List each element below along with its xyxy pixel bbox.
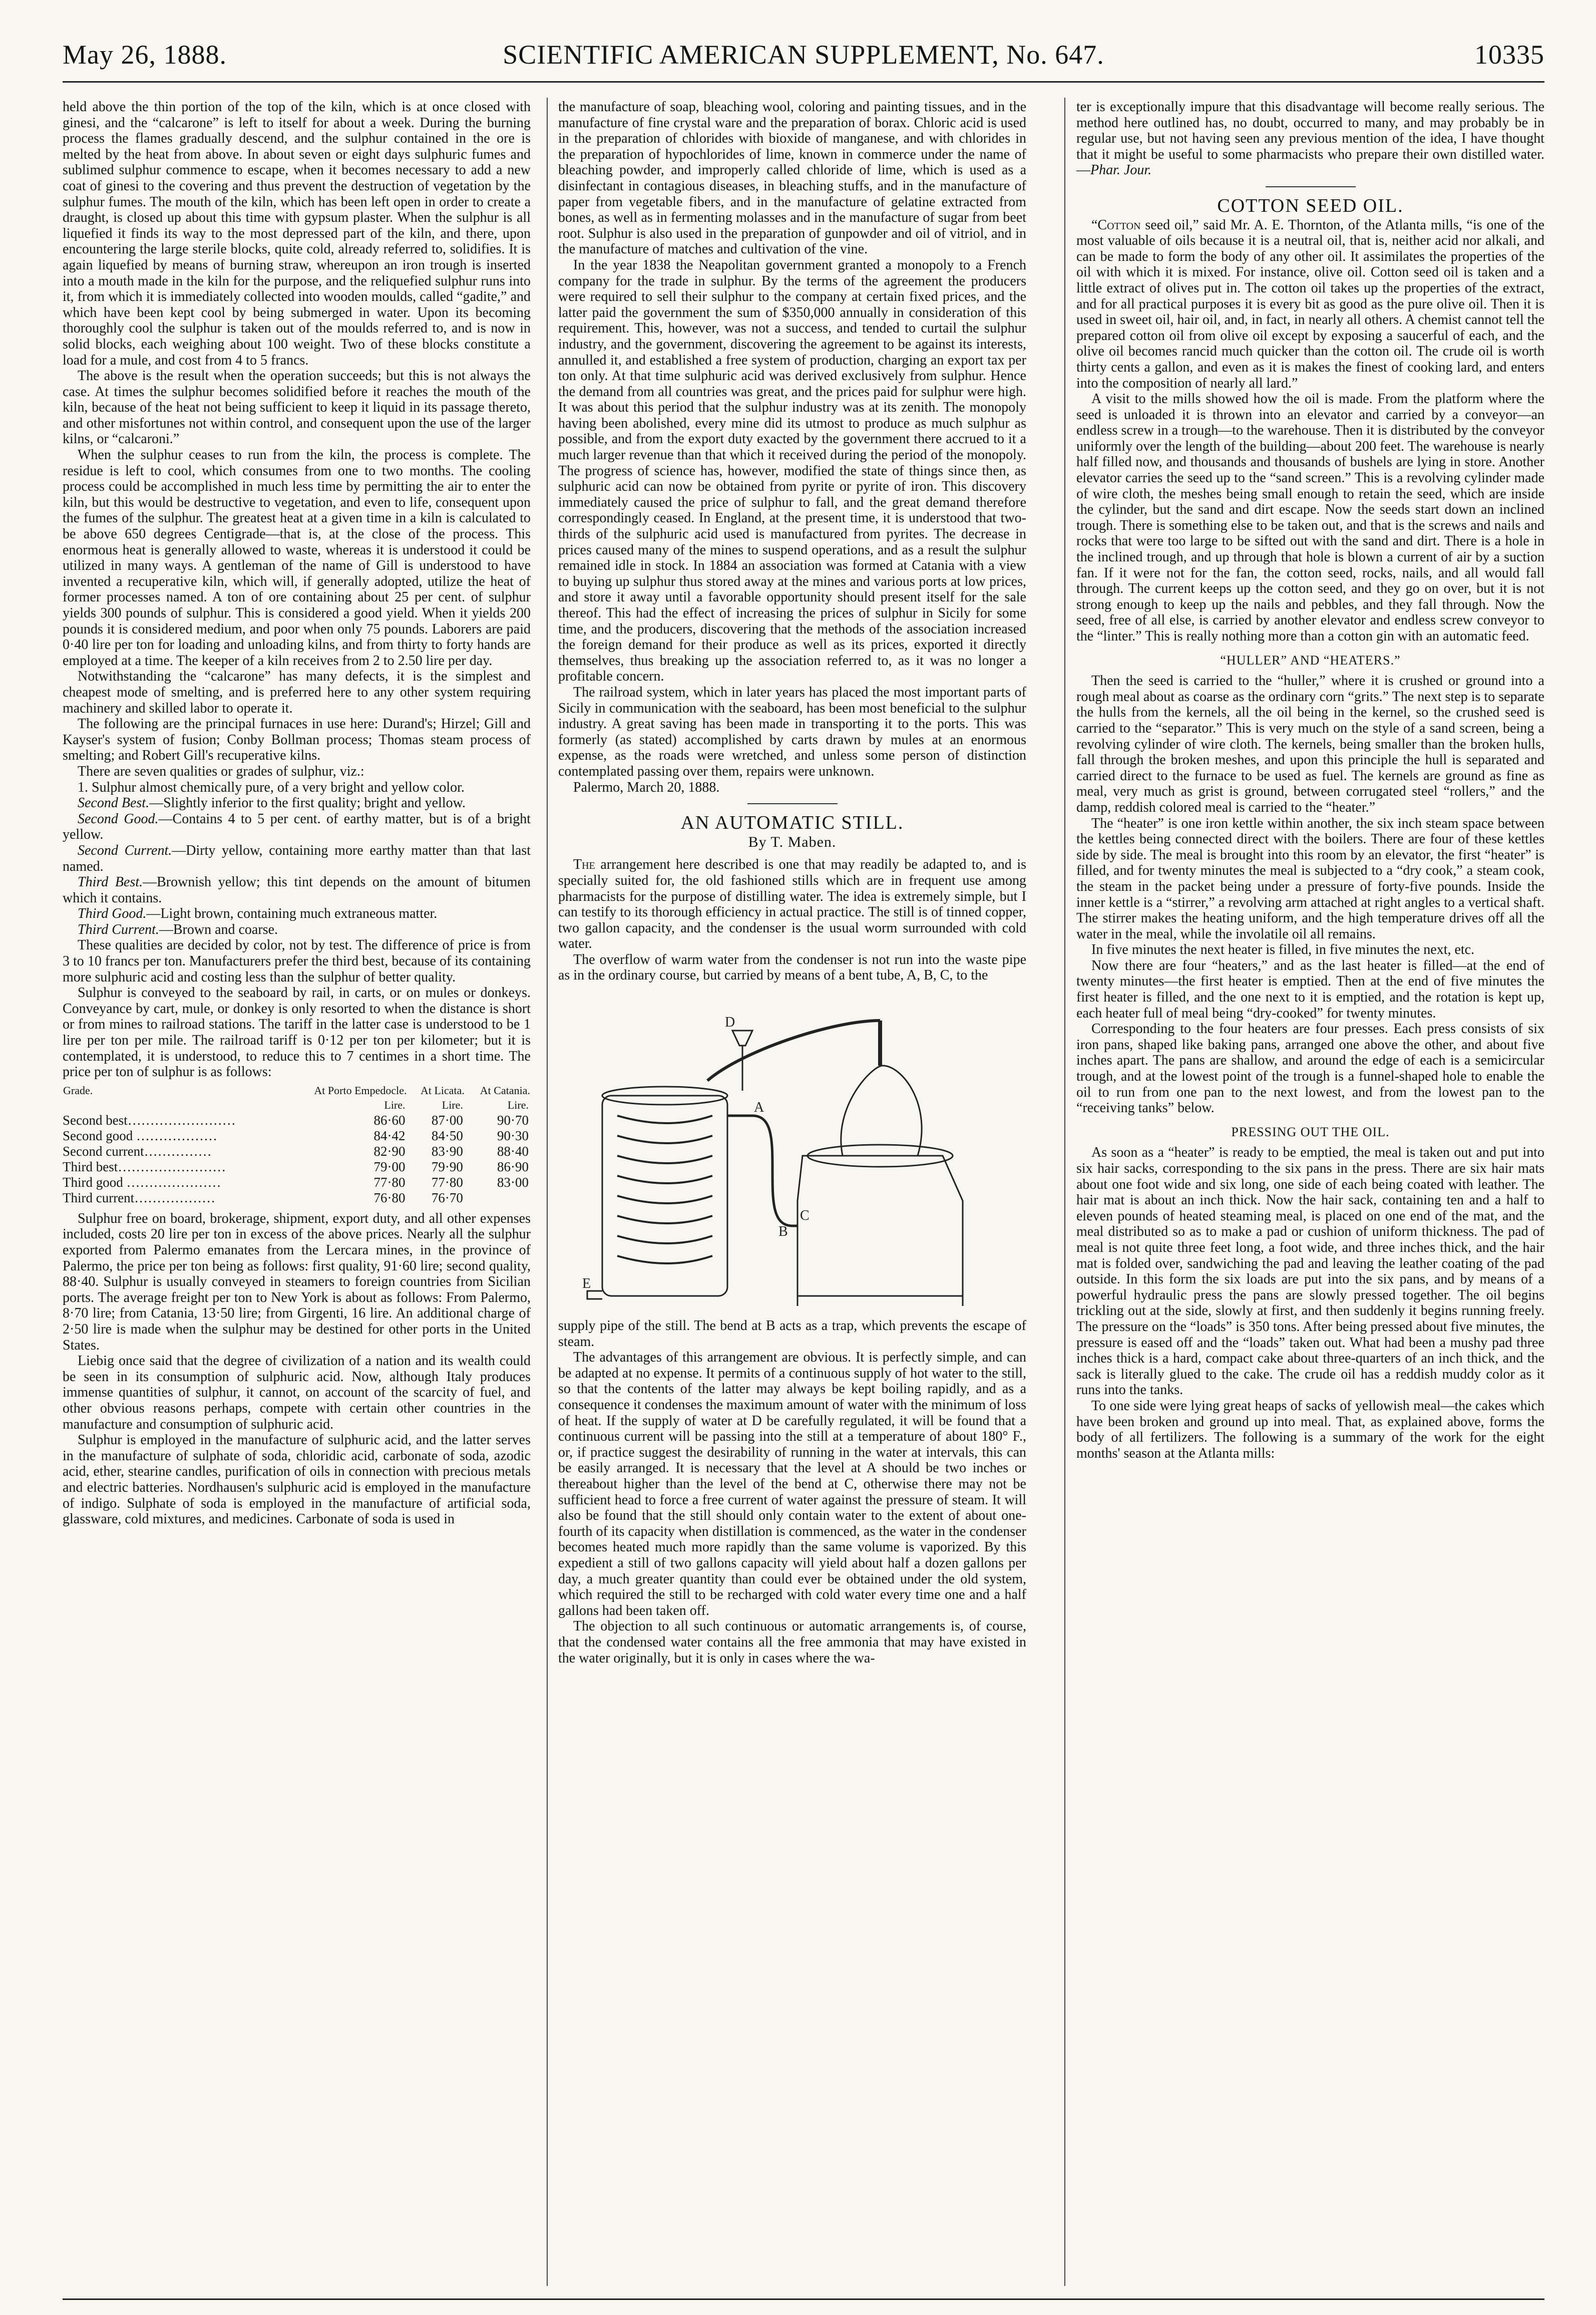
grade-text: —Brown and coarse. [159,921,278,937]
grade-label: Second Current. [78,842,172,858]
paragraph: In the year 1838 the Neapolitan government granted a monopoly to a French company for the trade in sulphur. By the terms of the agreement the producers were required to sell their sulphur to the company at certain fixed prices, and the latter paid the government the sum of $350,000 annually in consideration of this requirement. This, however, was not a success, and tended to curtail the sulphur industry, and the government, discovering the agreement to be against its interests, annulled it, and established a free system of production, charging an export tax per ton only. At that time sulphuric acid was derived exclusively from sulphur. Hence the demand from all countries was great, and the prices paid for sulphur were high. It was about this period that the sulphur industry was at its zenith. The monopoly having been abolished, every mine did its utmost to produce as much sulphur as possible, and from the export duty exacted by the government there accrued to it a much larger revenue than that which it received during the period of the monopoly. The progress of science has, however, modified the state of things since then, as sulphuric acid can now be obtained from pyrite or pyrite of iron. This discovery immediately caused the price of sulphur to fall, and the great demand therefore correspondingly ceased. In England, at the present time, it is understood that two-thirds of the sulphuric acid used is manufactured from pyrites. The decrease in prices caused many of the mines to suspend operations, and as a result the sulphur remained idle in stock. In 1884 an association was formed at Catania with a view to buying up sulphur thus stored away at the mines and various ports at low prices, and store it away until a favorable opportunity should present itself for the sale thereof. This had the effect of increasing the prices of sulphur in Sicily for some time, and the producers, discovering that the methods of the association increased the foreign demand for their produce as well as its prices, exported it directly themselves, thus breaking up the association referred to, as it was no longer a profitable concern. [558,257,1026,685]
table-header: At Porto Empedocle. [314,1084,407,1097]
table-row [63,1144,531,1159]
grade-item [63,906,531,922]
section-heading: PRESSING OUT THE OIL. [1231,1124,1390,1139]
paragraph: Sulphur is conveyed to the seaboard by rail, in carts, or on mules or donkeys. Conveyance by cart, mule, or donkey is only resorted to when the distance is short or from mines to railroad stations. The tariff in the latter case is understood to be 1 lire per ton per mile. The railroad tariff is 0·12 per ton per kilometer; but it is contemplated, it is understood, to reduce this to 7 centimes in a short time. The price per ton of sulphur is as follows: [63,985,531,1080]
paragraph: These qualities are decided by color, not by test. The difference of price is from 3 to 10 francs per ton. Manufacturers prefer the third best, because of its containing more sulphuric acid and costing less than the sulphur of better quality. [63,937,531,985]
source-citation: Phar. Jour. [1090,162,1152,178]
still-body [797,1156,963,1296]
table-row [63,1113,531,1128]
article-title: COTTON SEED OIL. [1217,195,1404,216]
price-cell: 79·00 [373,1159,406,1174]
price-cell: 77·80 [373,1174,406,1190]
price-cell: 87·00 [431,1112,463,1128]
bent-tube [727,1116,797,1226]
column-3 [1076,99,1544,2282]
grade-text: —Dirty yellow, containing more earthy matter than that last named. [63,842,531,874]
article-title: AN AUTOMATIC STILL. [680,812,904,834]
price-cell: 86·60 [373,1112,406,1128]
paragraph: The advantages of this arrangement are obvious. It is perfectly simple, and can be adapted at no expense. It permits of a continuous supply of hot water to the still, so that the contents of the latter may always be kept boiling rapidly, and as a consequence it condenses the maximum amount of water with the minimum of loss of heat. If the supply of water at D be carefully regulated, it will be found that a continuous current will be passing into the still at a temperature of about 180° F., or, if practice suggest the desirability of running in the water at intervals, this can be easily arranged. It is necessary that the level at A should be two inches or thereabout higher than the level of the bend at C, otherwise there may not be sufficient head to force a free current of water against the pressure of steam. It will also be found that the still should only contain water to the extent of about one-fourth of its capacity when distillation is commenced, as the water in the condenser becomes heated much more rapidly than the same volume is vaporized. By this expedient a still of two gallons capacity will yield about half a dozen gallons per day, a much greater quantity than could ever be obtained under the old system, which required the still to be recharged with cold water every time one and a half gallons had been taken off. [558,1350,1026,1618]
grade-cell: Third current……………… [63,1190,216,1205]
lead-word: The [573,857,595,873]
publication-title: SCIENTIFIC AMERICAN SUPPLEMENT, No. 647. [503,40,1104,70]
price-cell: 79·90 [431,1159,463,1174]
price-cell: 82·90 [373,1143,406,1159]
sulphur-price-table [63,1084,531,1206]
price-cell: 84·50 [431,1128,463,1143]
section-divider [1266,186,1356,187]
unit-label: Lire. [384,1098,406,1111]
article-byline: By T. Maben. [748,833,837,850]
price-cell: 77·80 [431,1174,463,1190]
grade-label: Third Current. [78,921,159,937]
issue-date: May 26, 1888. [63,40,227,70]
table-header: Grade. [63,1084,93,1097]
table-row [63,1159,531,1175]
unit-label: Lire. [507,1098,529,1111]
dateline: Palermo, March 20, 1888. [573,779,720,795]
section-heading: “HULLER” AND “HEATERS.” [1220,652,1401,668]
funnel-d [732,1031,752,1046]
paragraph: Sulphur is employed in the manufacture of sulphuric acid, and the latter serves in the manufacture of sulphate of soda, chloridic acid, carbonate of soda, azodic acid, ether, stearine candles, purification of oils in connection with precious metals and electric batteries. Nordhausen's sulphuric acid is employed in the manufacture of indigo. Sulphate of soda is employed in the manufacture of artificial soda, glassware, cold mixtures, and medicines. Carbonate of soda is used in [63,1432,531,1527]
paragraph: The overflow of warm water from the condenser is not run into the waste pipe as in the ordinary course, but carried by means of a bent tube, A, B, C, to the [558,951,1026,983]
page-header [63,39,1544,74]
paragraph: Sulphur free on board, brokerage, shipment, export duty, and all other expenses included, costs 20 lire per ton in excess of the above prices. Nearly all the sulphur exported from Palermo emanates from the Lercara mines, in the province of Palermo, the price per ton being as follows: first quality, 91·60 lire; second quality, 88·40. Sulphur is usually conveyed in steamers to foreign countries from Sicilian ports. The average freight per ton to New York is about as follows: From Palermo, 8·70 lire; from Catania, 13·50 lire; from Girgenti, 16 lire. An additional charge of 2·50 lire is made when the sulphur may be destined for other ports in the United States. [63,1210,531,1353]
table-header: At Licata. [420,1084,465,1097]
condenser-tank [602,1096,727,1296]
still-dome [841,1066,921,1156]
paragraph-text: ter is exceptionally impure that this disadvantage will become really serious. The method here outlined has, no doubt, occurred to many, and may probably be in regular use, but not having seen any previous mention of the idea, I have thought that it might be useful to some pharmacists who prepare their own distilled water.— [1076,99,1544,178]
paragraph: When the sulphur ceases to run from the kiln, the process is complete. The residue is left to cool, which consumes from one to two months. The cooling process could be accomplished in much less time by permitting the air to enter the kiln, but this would be destructive to vegetation, and even to life, consequent upon the fumes of the sulphur. The greatest heat at a given time in a kiln is calculated to be above 650 degrees Centigrade—that is, at the close of the process. This enormous heat is generally allowed to waste, whereas it is understood it could be utilized in many ways. A gentleman of the name of Gill is understood to have invented a recuperative kiln, which will, if generally adopted, utilize the heat of former processes named. A ton of ore containing about 25 per cent. of sulphur yields 300 pounds of sulphur. This is considered a good yield. When it yields 200 pounds it is considered medium, and poor when only 75 pounds. Laborers are paid 0·40 lire per ton for loading and unloading kilns, and from thirty to forty hands are employed at a time. The keeper of a kiln receives from 2 to 2.50 lire per day. [63,447,531,669]
grade-text: —Light brown, containing much extraneous matter. [146,906,438,922]
paragraph [1076,217,1544,392]
price-cell: 76·80 [373,1190,406,1205]
grade-cell: Second current…………… [63,1143,212,1159]
paragraph-text: arrangement here described is one that may readily be adapted to, and is specially suited for, the old fashioned stills which are in frequent use among pharmacists for the purpose of distilling water. The idea is extremely simple, but I can testify to its thorough efficiency in actual practice. The still is of tinned copper, two gallon capacity, and the condenser is the usual worm surrounded with cold water. [558,857,1026,952]
automatic-still-figure [582,990,1003,1311]
column-1 [63,99,531,2282]
paragraph: Notwithstanding the “calcarone” has many defects, it is the simplest and cheapest mode of smelting, and is preferred here to any other system requiring machinery and skilled labor to operate it. [63,669,531,716]
paragraph [558,857,1026,952]
table-header: At Catania. [480,1084,530,1097]
paragraph: The railroad system, which in later years has placed the most important parts of Sicily in communication with the seaboard, has been most beneficial to the sulphur industry. A great saving has been made in transporting it to the ports. This was formerly (as stated) accomplished by carts drawn by mules at an enormous expense, as the roads were wretched, and unless some person of distinction contemplated passing over them, repairs were unknown. [558,684,1026,779]
paragraph: Then the seed is carried to the “huller,” where it is crushed or ground into a rough meal about as coarse as the ordinary corn “grits.” The next step is to separate the hulls from the kernels, all the oil being in the kernel, so the crushed seed is carried to the “separator.” This is very much on the style of a sand screen, being a revolving cylinder of wire cloth. The kernels, being smaller than the broken hulls, fall through the broken meshes, and upon this principle the hull is separated and carried direct to the furnace to be used as fuel. The kernels are ground as fine as meal, very much as grist is ground, between corrugated steel “rollers,” and the damp, reddish colored meal is carried to the “heater.” [1076,673,1544,815]
paragraph: held above the thin portion of the top of the kiln, which is at once closed with ginesi, and the “calcarone” is left to itself for about a week. During the burning process the flames gradually descend, and the sulphur contained in the ore is melted by the heat from above. In about seven or eight days sulphuric fumes and sublimed sulphur commence to escape, when it becomes necessary to add a new coat of ginesi to the covering and thus prevent the destruction of vegetation by the sulphur fumes. The mouth of the kiln, which has been left open in order to create a draught, is closed up about this time with gypsum plaster. When the sulphur is all liquefied it finds its way to the most depressed part of the kiln, and there, upon encountering the large sterile blocks, quite cold, already referred to, solidifies. It is again liquefied by means of burning straw, whereupon an iron trough is inserted into a mouth made in the kiln for the purpose, and the reliquefied sulphur runs into it, from which it is immediately collected into wooden moulds, called “gadite,” and which have been kept cool by being submerged in water. Upon its becoming thoroughly cool the sulphur is taken out of the moulds referred to, and is now in solid blocks, each weighing about 100 weight. Two of these blocks constitute a load for a mule, and cost from 4 to 5 francs. [63,99,531,368]
lead-word: “Cotton [1091,217,1141,233]
price-cell: 86·90 [497,1159,529,1174]
price-cell: 90·30 [497,1128,529,1143]
page-number: 10335 [1474,40,1544,70]
paragraph: Now there are four “heaters,” and as the last heater is filled—at the end of twenty minutes—the first heater is emptied. Then at the end of five minutes the first heater is filled, and the one next to it is emptied, and the rotation is kept up, each heater full of meal being “dry-cooked” for twenty minutes. [1076,957,1544,1021]
price-cell [465,1190,531,1206]
grade-item [63,811,531,843]
unit-label: Lire. [442,1098,463,1111]
column-divider [1064,98,1065,2286]
grade-text: —Slightly inferior to the first quality; bright and yellow. [149,795,466,811]
column-2 [558,99,1026,2282]
grade-cell: Third good ………………… [63,1174,221,1190]
label-c: C [800,1208,810,1224]
grade-label: Second Best. [78,795,150,811]
grade-label: Third Good. [78,906,147,922]
footer-rule [63,2298,1544,2300]
price-cell: 83·00 [497,1174,529,1190]
paragraph: A visit to the mills showed how the oil is made. From the platform where the seed is unloaded it is thrown into an elevator and carried by a conveyor—an endless screw in a trough—to the warehouse. Then it is distributed by the conveyor uniformly over the length of the building—about 200 feet. The warehouse is nearly half filled now, and thousands and thousands of bushels are lying in store. Another elevator carries the seed up to the “sand screen.” This is a revolving cylinder made of wire cloth, the meshes being small enough to retain the seed, which are inside the cylinder, but the sand and dirt escape. Now the seeds start down an inclined trough. There is something else to be taken out, and that is the screws and nails and rocks that were too large to be sifted out with the sand and dirt. There is a hole in the inclined trough, and up through that hole is blown a current of air by a suction fan. If it were not for the fan, the cotton seed, rocks, nails, and all would fall through. The current keeps up the cotton seed, and they go on over, but it is not strong enough to keep up the nails and pebbles, and they fall through. Now the seed, free of all else, is carried by another elevator and endless screw conveyor to the “linter.” This is really nothing more than a cotton gin with an automatic feed. [1076,391,1544,644]
paragraph: Liebig once said that the degree of civilization of a nation and its wealth could be seen in its consumption of sulphuric acid. Now, although Italy produces immense quantities of sulphur, it cannot, on account of the scarcity of fuel, and other obvious reasons perhaps, compete with certain other countries in the manufacture and consumption of sulphuric acid. [63,1353,531,1432]
grade-item [63,795,531,811]
paragraph: In five minutes the next heater is filled, in five minutes the next, etc. [1091,942,1475,958]
paragraph: The “heater” is one iron kettle within another, the six inch steam space between the kettles being connected direct with the boilers. There are four of these kettles side by side. The meal is brought into this room by an elevator, the first “heater” is filled, and for twenty minutes the meal is subjected to a “dry cook,” a steam cook, the steam in the packet being under a pressure of forty-five pounds. Inside the inner kettle is a “stirrer,” a revolving arm attached at right angles to a vertical shaft. The stirrer makes the heating uniform, and the high temperature drives off all the water in the meal, while the involatile oil all remains. [1076,815,1544,942]
column-divider [547,98,548,2286]
paragraph: supply pipe of the still. The bend at B acts as a trap, which prevents the escape of steam. [558,1318,1026,1350]
price-cell: 83·90 [431,1143,463,1159]
paragraph: There are seven qualities or grades of sulphur, viz.: [78,763,364,779]
label-e: E [582,1276,591,1292]
price-cell: 84·42 [373,1128,406,1143]
paragraph: Corresponding to the four heaters are four presses. Each press consists of six iron pans, shaped like baking pans, arranged one above the other, and about five inches apart. The pans are shallow, and around the edge of each is a semicircular trough, and at the lowest point of the trough is a funnel-shaped hole to enable the oil to run from one pan to the next lowest, and from the lowest pan to the “receiving tanks” below. [1076,1021,1544,1116]
grade-label: Third Best. [78,874,143,890]
table-row [63,1190,531,1206]
price-cell: 76·70 [431,1190,463,1205]
grade-text: —Brownish yellow; this tint depends on the amount of bitumen which it contains. [63,874,531,906]
grade-item [63,843,531,874]
paragraph: To one side were lying great heaps of sacks of yellowish meal—the cakes which have been broken and ground up into meal. That, as explained above, forms the body of all fertilizers. The following is a summary of the work for the eight months' season at the Atlanta mills: [1076,1398,1544,1461]
paragraph: the manufacture of soap, bleaching wool, coloring and painting tissues, and in the manufacture of fine crystal ware and the preparation of borax. Chloric acid is used in the preparation of chlorides with bioxide of manganese, and with chlorides in the preparation of hypochlorides of lime, known in commerce under the name of bleaching powder, and improperly called chloride of lime, which is used as a disinfectant in contagious diseases, in bleaching stuffs, and in the manufacture of paper from vegetable fibers, and in the manufacture of gelatine extracted from bones, as well as in fermenting molasses and in the manufacture of sugar from beet root. Sulphur is also used in the preparation of gunpowder and oil of vitriol, and in the manufacture of matches and cultivation of the vine. [558,99,1026,257]
paragraph: 1. Sulphur almost chemically pure, of a very bright and yellow color. [78,779,465,795]
price-cell: 90·70 [497,1112,529,1128]
grade-label: Second Good. [78,811,159,827]
paragraph-text: seed oil,” said Mr. A. E. Thornton, of the Atlanta mills, “is one of the most valuable of oils because it is a neutral oil, that is, neither acid nor alkali, and can be made to form the body of any other oil. It assimilates the properties of the oil with which it is mixed. For instance, olive oil. Cotton seed oil is taken and a little extract of olives put in. The cotton oil takes up the properties of the extract, and for all practical purposes it is every bit as good as the pure olive oil. Then it is used in sweet oil, hair oil, and, in fact, in nearly all others. A chemist cannot tell the prepared cotton oil from olive oil except by exposing a saucerful of each, and the olive oil becomes rancid much quicker than the cotton oil. The crude oil is worth thirty cents a gallon, and even as it is makes the finest of cooking lard, and enters into the composition of nearly all lard.” [1076,217,1544,391]
worm-coil [617,1116,712,1263]
grade-cell: Third best…………………… [63,1159,226,1174]
grade-cell: Second best…………………… [63,1112,236,1128]
grade-item [63,874,531,906]
paragraph: The above is the result when the operation succeeds; but this is not always the case. At times the sulphur becomes solidified before it reaches the mouth of the kiln, because of the heat not being sufficient to keep it liquid in its passage thereto, and other misfortunes not within control, and consequent upon the use of the larger kilns, or “calcaroni.” [63,368,531,447]
grade-item [63,922,531,938]
price-cell: 88·40 [497,1143,529,1159]
header-rule [63,81,1544,83]
grade-text: —Contains 4 to 5 per cent. of earthy matter, but is of a bright yellow. [63,811,531,843]
label-d: D [724,1015,735,1031]
grade-cell: Second good ……………… [63,1128,217,1143]
outlet-tap-e [587,1291,602,1299]
paragraph: The objection to all such continuous or automatic arrangements is, of course, that the condensed water contains all the free ammonia that may have existed in the water originally, but it is only in cases where the wa- [558,1618,1026,1666]
still-feet [797,1296,963,1306]
section-divider [747,803,838,804]
label-b: B [778,1224,788,1240]
table-row [63,1128,531,1144]
label-a: A [753,1100,764,1116]
paragraph: The following are the principal furnaces in use here: Durand's; Hirzel; Gill and Kayser's system of fusion; Conby Bollman process; Thomas steam process of smelting; and Robert Gill's recuperative kilns. [63,716,531,764]
paragraph: As soon as a “heater” is ready to be emptied, the meal is taken out and put into six hair sacks, corresponding to the six pans in the press. There are six hair mats about one foot wide and six long, one side of each being coated with leather. The hair mat is about an inch thick. Now the hair sack, containing ten and a half to eleven pounds of heated steaming meal, is placed on one end of the mat, and the meal distributed so as to make a pad or cushion of uniform thickness. The pad of meal is not quite three feet long, a foot wide, and three inches thick, and the hair mat is folded over, sandwiching the pad and leaving the leather coating of the pad outside. In this form the six loads are put into the six pans, and by means of a powerful hydraulic press the pans are slowly pressed together. The oil begins trickling out at the side, slowly at first, and then suddenly it begins running freely. The pressure on the “loads” is 350 tons. After being pressed about five minutes, the pressure is eased off and the “loads” taken out. What had been a mushy pad three inches thick is a hard, compact cake about three-quarters of an inch thick, and the sack is literally glued to the cake. The crude oil has a reddish muddy color as it runs into the tanks. [1076,1145,1544,1398]
table-row [63,1175,531,1190]
still-illustration [582,990,1003,1311]
paragraph [1076,99,1544,178]
